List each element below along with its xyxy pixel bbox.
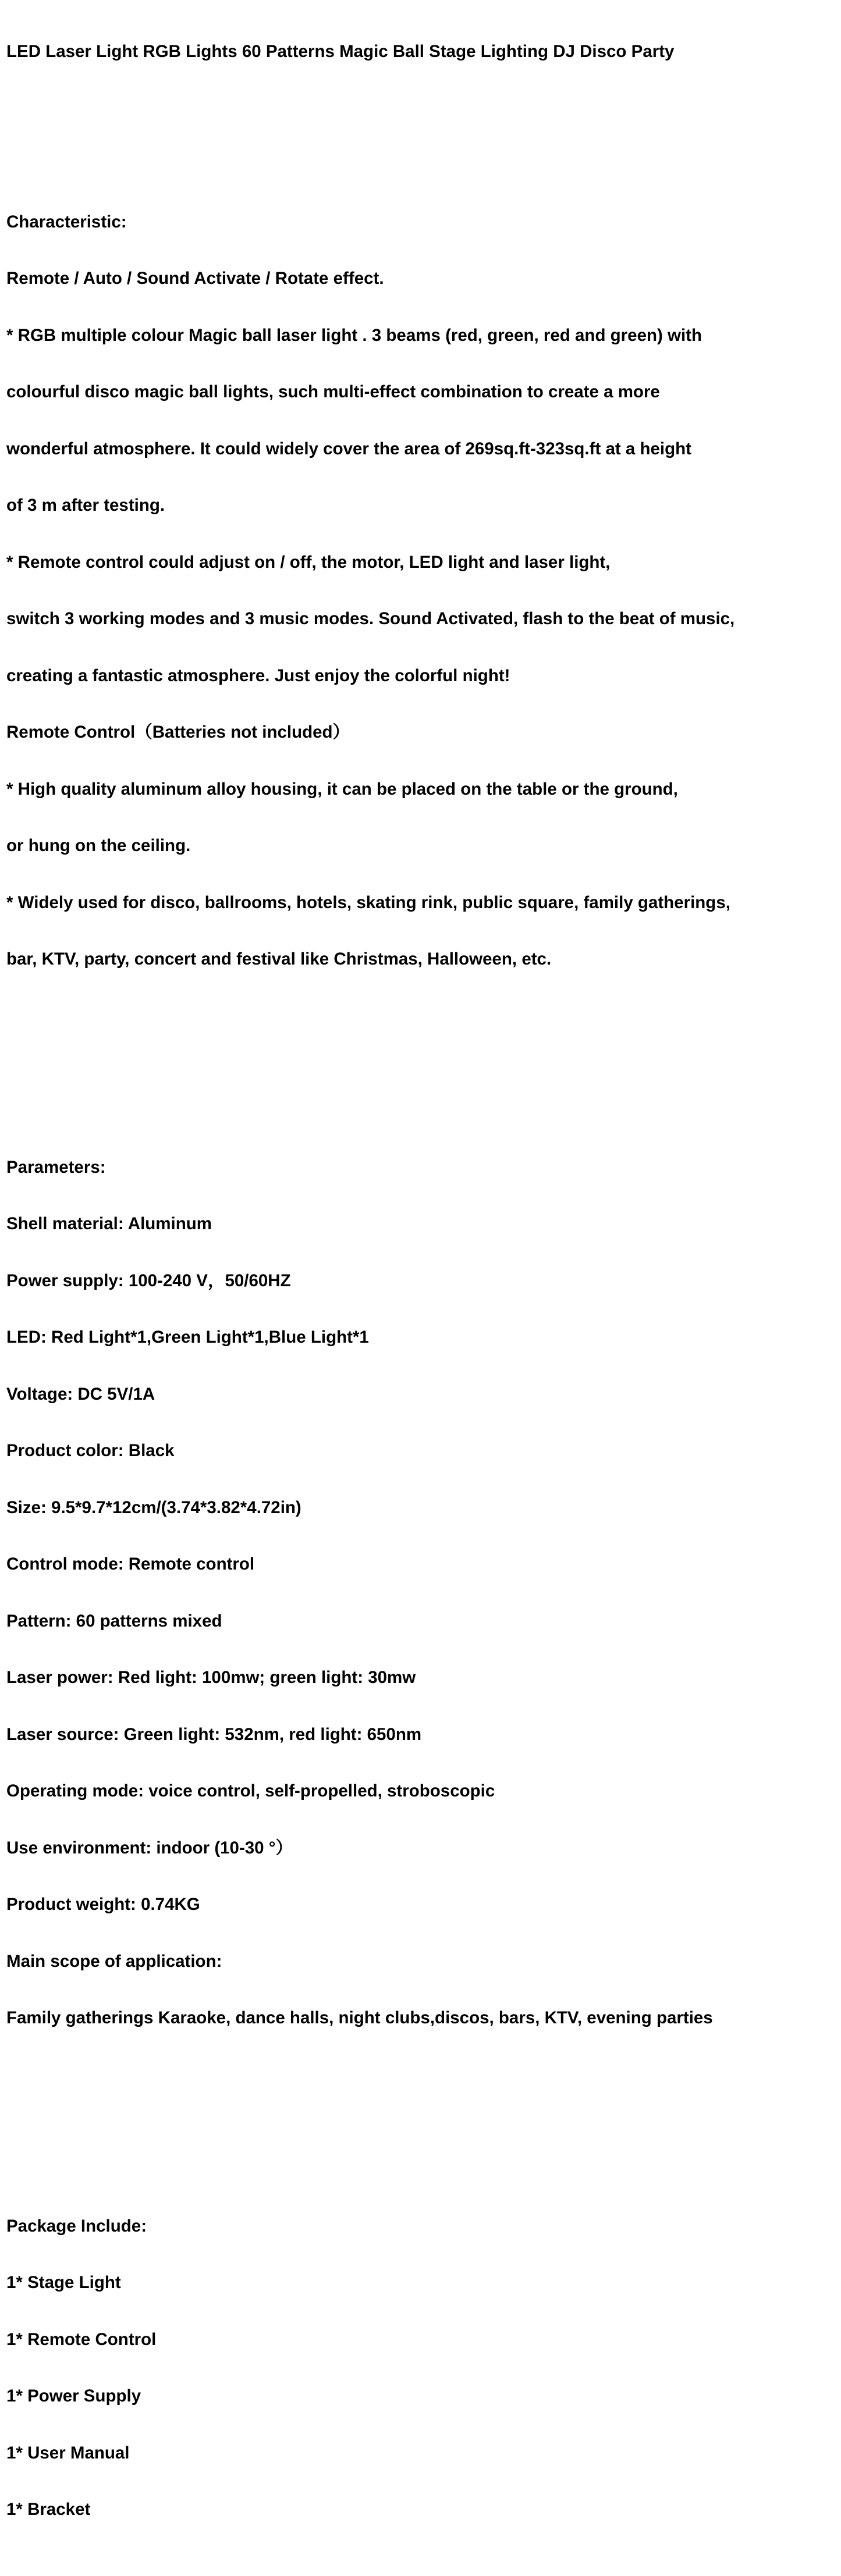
- parameter-line: Laser source: Green light: 532nm, red light: 650nm: [6, 1724, 422, 1744]
- parameter-line: Control mode: Remote control: [6, 1554, 255, 1574]
- parameter-line: Power supply: 100-240 V，50/60HZ: [6, 1271, 291, 1290]
- parameter-line: Operating mode: voice control, self-propelled, stroboscopic: [6, 1781, 495, 1801]
- parameter-line: Product weight: 0.74KG: [6, 1895, 200, 1914]
- characteristic-line: creating a fantastic atmosphere. Just enjoy the colorful night!: [6, 666, 510, 685]
- characteristic-line: switch 3 working modes and 3 music modes. Sound Activated, flash to the beat of music,: [6, 609, 735, 628]
- parameter-line: Main scope of application:: [6, 1951, 222, 1971]
- parameter-line: Laser power: Red light: 100mw; green light: 30mw: [6, 1668, 416, 1687]
- package-item: 1* Bracket: [6, 2500, 91, 2519]
- characteristic-line: colourful disco magic ball lights, such multi-effect combination to create a more: [6, 382, 660, 401]
- parameter-line: Voltage: DC 5V/1A: [6, 1384, 155, 1404]
- package-item: 1* Remote Control: [6, 2329, 157, 2349]
- characteristic-section: [6, 175, 838, 1007]
- parameter-line: Pattern: 60 patterns mixed: [6, 1611, 222, 1631]
- parameters-heading: Parameters:: [6, 1157, 106, 1177]
- parameter-line: Size: 9.5*9.7*12cm/(3.74*3.82*4.72in): [6, 1497, 301, 1517]
- product-description: [6, 5, 838, 2576]
- parameters-section: [6, 1120, 838, 2066]
- parameter-line: Use environment: indoor (10-30 °）: [6, 1838, 293, 1858]
- spacer: [6, 99, 838, 119]
- characteristic-line: Remote Control（Batteries not included）: [6, 723, 350, 742]
- characteristic-line: * RGB multiple colour Magic ball laser light . 3 beams (red, green, red and green) with: [6, 325, 702, 345]
- characteristic-line: of 3 m after testing.: [6, 496, 165, 515]
- package-item: 1* Power Supply: [6, 2386, 141, 2406]
- spacer: [6, 2104, 838, 2123]
- characteristic-line: or hung on the ceiling.: [6, 836, 191, 855]
- package-item: 1* Stage Light: [6, 2273, 121, 2292]
- package-section: [6, 2179, 838, 2557]
- characteristic-line: bar, KTV, party, concert and festival like Christmas, Halloween, etc.: [6, 949, 552, 969]
- characteristic-line: * Remote control could adjust on / off, the motor, LED light and laser light,: [6, 552, 611, 572]
- parameter-line: LED: Red Light*1,Green Light*1,Blue Light*1: [6, 1328, 369, 1347]
- package-heading: Package Include:: [6, 2216, 147, 2236]
- product-title: LED Laser Light RGB Lights 60 Patterns Magic Ball Stage Lighting DJ Disco Party: [6, 42, 675, 61]
- parameter-line: Family gatherings Karaoke, dance halls, night clubs,discos, bars, KTV, evening parties: [6, 2008, 713, 2027]
- package-item: 1* User Manual: [6, 2443, 130, 2463]
- characteristic-heading: Characteristic:: [6, 212, 127, 232]
- characteristic-line: wonderful atmosphere. It could widely cover the area of 269sq.ft-323sq.ft at a height: [6, 439, 691, 458]
- spacer: [6, 1045, 838, 1064]
- characteristic-line: Remote / Auto / Sound Activate / Rotate effect.: [6, 269, 384, 288]
- characteristic-line: * High quality aluminum alloy housing, it can be placed on the table or the ground,: [6, 779, 678, 799]
- parameter-line: Shell material: Aluminum: [6, 1214, 212, 1233]
- characteristic-line: * Widely used for disco, ballrooms, hotels, skating rink, public square, family gatherings,: [6, 892, 730, 912]
- parameter-line: Product color: Black: [6, 1441, 175, 1460]
